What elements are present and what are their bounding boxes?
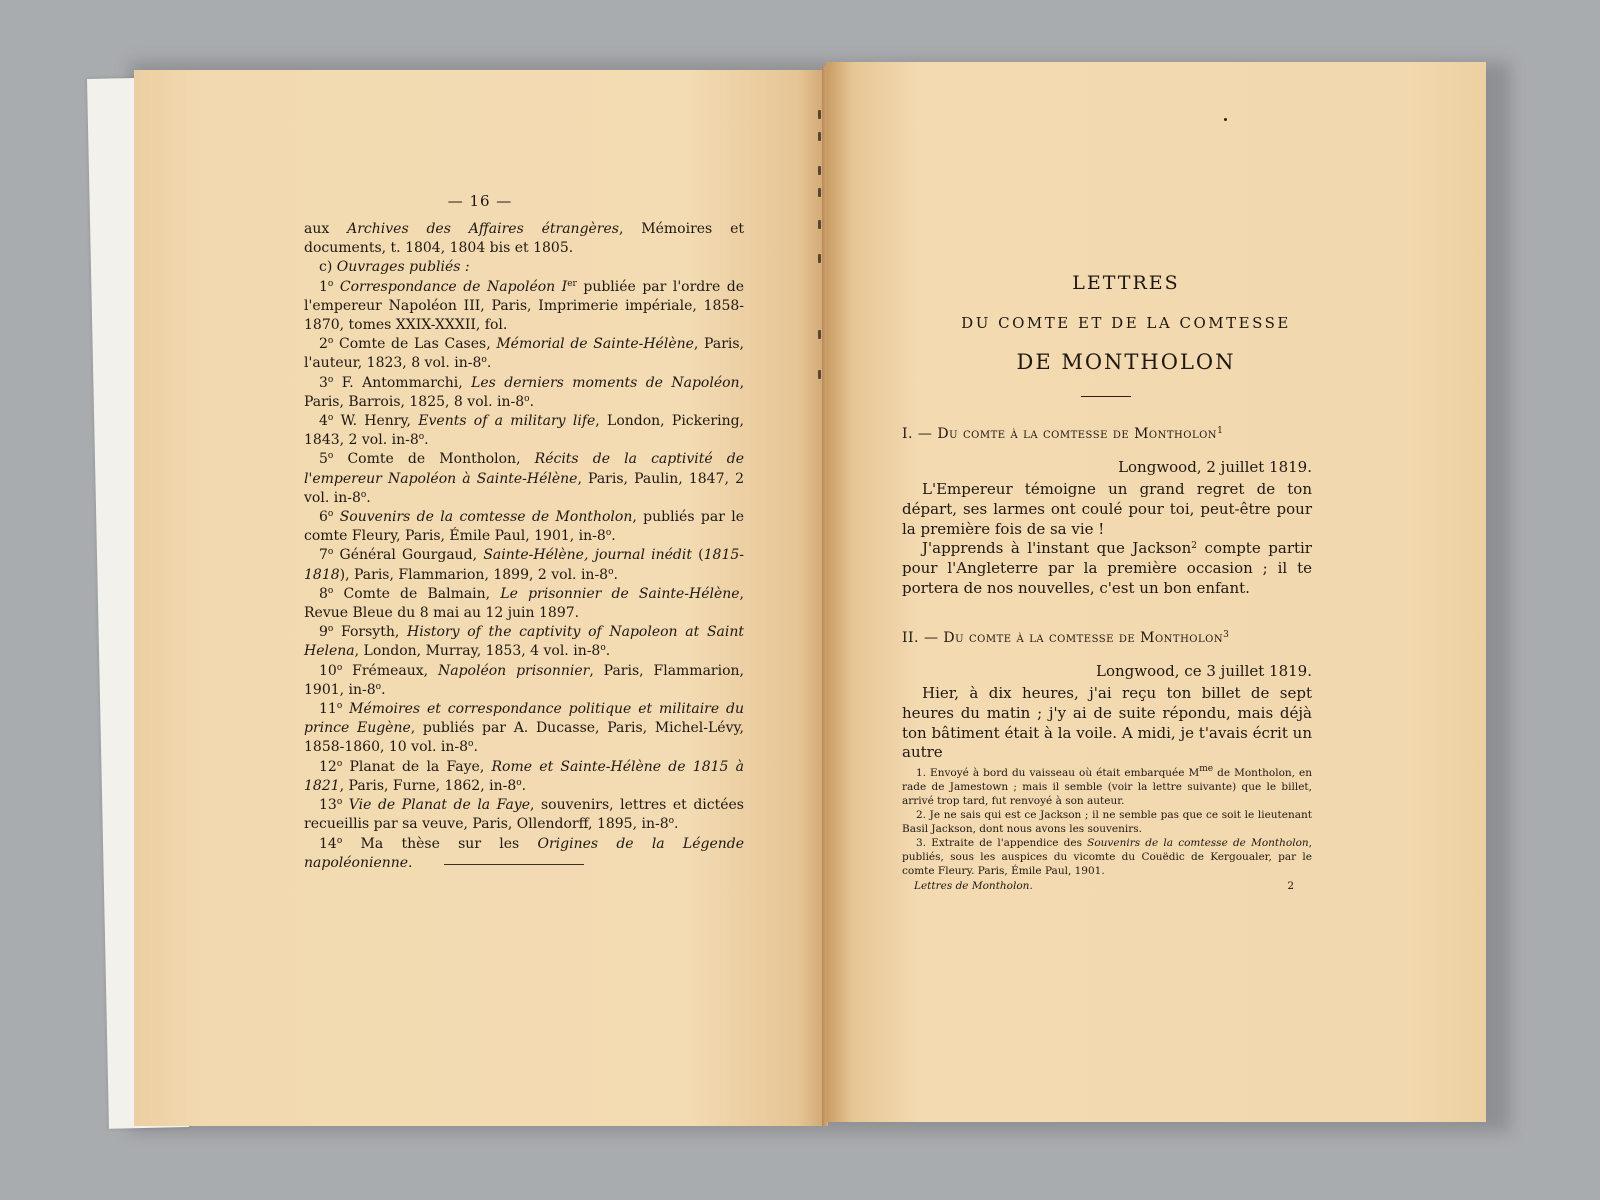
entry-text: 3 (319, 374, 328, 391)
paragraph-text: J'apprends à l'instant que Jackson (922, 539, 1192, 558)
bibliography-entry (304, 662, 744, 700)
footnote (902, 766, 1312, 808)
title-line-2: DU COMTE ET DE LA COMTESSE (961, 314, 1291, 332)
footnote (902, 808, 1312, 836)
speck-mark (1224, 118, 1227, 121)
entry-text: . (381, 681, 386, 698)
left-page (134, 70, 826, 1126)
bibliography-entry (304, 278, 744, 336)
bibliography-entry (304, 258, 744, 277)
entry-text: . (674, 816, 679, 833)
binding-stitch (818, 254, 821, 263)
superscript: o (327, 278, 334, 289)
bibliography-entry (304, 374, 744, 412)
letter-paragraph (902, 684, 1312, 763)
italic-title: Récits de la captivité de l'empereur Napoléon à Sainte-Hélène (304, 451, 744, 487)
footnote-ref: 3 (1223, 630, 1230, 640)
binding-stitch (818, 188, 821, 197)
entry-text: 4 (319, 413, 328, 430)
binding-stitch (818, 370, 821, 379)
right-page (826, 62, 1486, 1122)
superscript: o (327, 585, 334, 596)
bibliography-text (304, 220, 744, 873)
italic-title: Le prisonnier de Sainte-Hélène (500, 585, 740, 602)
entry-text: Planat de la Faye, (342, 758, 492, 775)
end-rule (444, 864, 584, 865)
entry-text: 9 (319, 624, 328, 641)
binding-stitch (818, 220, 821, 229)
superscript: o (605, 528, 612, 539)
italic-title: Souvenirs de la comtesse de Montholon (1087, 837, 1309, 849)
letter-paragraph (902, 539, 1312, 598)
superscript: o (336, 758, 343, 769)
entry-text: . (408, 854, 413, 871)
entry-text: , London, Murray, 1853, 4 vol. in-8 (354, 643, 601, 660)
entry-text: 6 (319, 509, 328, 526)
bibliography-entry (304, 220, 744, 258)
italic-title: Souvenirs de la comtesse de Montholon (339, 509, 633, 526)
letter-1-dateline: Longwood, 2 juillet 1819. (1118, 458, 1312, 476)
bibliography-entry (304, 546, 744, 584)
superscript: o (327, 624, 334, 635)
footnotes (902, 766, 1312, 878)
paragraph-text: L'Empereur témoigne un grand regret de ton départ, ses larmes ont coulé pour toi, peut-être pour la première fois de sa vie ! (902, 480, 1312, 538)
superscript: o (327, 413, 334, 424)
bibliography-entry (304, 758, 744, 796)
bibliography-entry (304, 623, 744, 661)
letter-2-body (902, 684, 1312, 763)
superscript: o (600, 643, 606, 654)
entry-text: Comte de Balmain, (333, 585, 501, 602)
entry-text: . (613, 566, 618, 583)
entry-text: W. Henry, (333, 413, 419, 430)
entry-text: Forsyth, (333, 624, 408, 641)
entry-text: , London, Pickering, 1843, 2 vol. in-8 (304, 413, 745, 449)
signature-number: 2 (1287, 880, 1294, 892)
superscript: er (567, 278, 577, 289)
entry-text: 1 (319, 278, 328, 295)
binding-stitch (818, 330, 821, 339)
entry-text: . (611, 528, 616, 545)
entry-text: aux (304, 221, 348, 237)
footnote-ref: 1 (1217, 426, 1224, 436)
italic-title: Mémorial de Sainte-Hélène (496, 336, 694, 353)
italic-title: Events of a military life (418, 413, 596, 430)
letter-paragraph (902, 480, 1312, 539)
entry-text: ), Paris, Flammarion, 1899, 2 vol. in-8 (339, 566, 609, 583)
bibliography-entry (304, 335, 744, 373)
entry-text: , Paris, Barrois, 1825, 8 vol. in-8 (304, 374, 745, 410)
entry-text: , Paris, Paulin, 1847, 2 vol. in-8 (304, 470, 744, 506)
superscript: o (327, 374, 334, 385)
entry-text: , publiés par A. Ducasse, Paris, Michel-Lévy, 1858-1860, 10 vol. in-8 (304, 720, 744, 756)
entry-text: , Paris, Flammarion, 1901, in-8 (304, 662, 744, 698)
superscript: 2 (1191, 541, 1197, 552)
superscript: o (608, 566, 614, 577)
bibliography-entry (304, 585, 744, 623)
superscript: o (360, 489, 367, 500)
entry-text: 12 (319, 758, 337, 775)
binding-stitch (818, 132, 821, 141)
superscript: o (336, 662, 343, 673)
title-line-3: DE MONTHOLON (1016, 350, 1236, 374)
entry-text: Comte de Las Cases, (333, 336, 497, 353)
superscript: o (336, 701, 343, 712)
footnote-text: 1. Envoyé à bord du vaisseau où était embarquée M (916, 767, 1200, 779)
superscript: o (668, 816, 675, 827)
letter-2-heading-text: Du comte à la comtesse de Montholon (943, 630, 1224, 646)
entry-text: , Paris, l'auteur, 1823, 8 vol. in-8 (304, 336, 744, 372)
paragraph-text: compte partir pour l'Angleterre par la première occasion ; il te portera de nos nouvelles, c'est un bon enfant. (902, 539, 1312, 597)
entry-text: 14 (319, 835, 337, 852)
italic-title: Rome et Sainte-Hélène de 1815 à 1821 (304, 758, 745, 794)
superscript: o (524, 393, 530, 404)
entry-text: 5 (319, 451, 328, 468)
entry-text: . (529, 393, 535, 410)
entry-text: , Revue Bleue du 8 mai au 12 juin 1897. (304, 585, 744, 622)
entry-text: c) (319, 259, 337, 276)
italic-title: Archives des Affaires étrangères (347, 221, 619, 237)
entry-text: . (521, 777, 527, 794)
italic-title: Origines de la Légende napoléonienne (304, 835, 745, 871)
italic-title: Correspondance de Napoléon I (339, 278, 568, 295)
page-number: — 16 — (447, 192, 513, 210)
signature-title: Lettres de Montholon. (914, 880, 1033, 892)
entry-text: 11 (319, 701, 337, 718)
superscript: o (336, 835, 343, 846)
bibliography-entry (304, 450, 744, 508)
entry-text: , Mémoires et documents, t. 1804, 1804 bis et 1805. (304, 221, 744, 257)
entry-text: 7 (319, 547, 328, 564)
superscript: o (516, 777, 522, 788)
bibliography-entry (304, 700, 744, 758)
entry-text: . (366, 489, 371, 506)
entry-text: 8 (319, 585, 328, 602)
footnote (902, 836, 1312, 878)
bibliography-entry (304, 796, 744, 834)
superscript: me (1199, 764, 1214, 774)
letter-1-body (902, 480, 1312, 599)
paragraph-text: Hier, à dix heures, j'ai reçu ton billet de sept heures du matin ; j'y ai de suite répondu, mais déjà ton bâtiment était à la voile. A midi, je t'avais écrit un autre (902, 684, 1312, 762)
entry-text: . (605, 643, 611, 660)
entry-text: , souvenirs, lettres et dictées recueillis par sa veuve, Paris, Ollendorff, 1895, in-8 (304, 797, 744, 833)
binding-stitch (818, 166, 821, 175)
signature-line (914, 880, 1294, 892)
entry-text: ( (691, 547, 704, 564)
superscript: o (327, 509, 334, 520)
superscript: o (327, 336, 334, 347)
entry-text: Général Gourgaud, (333, 547, 484, 564)
letter-1-heading-text: Du comte à la comtesse de Montholon (937, 426, 1218, 442)
footnote-text: de Montholon, en rade de Jamestown ; mais il semble (voir la lettre suivante) que le billet, arrivé trop tard, fut renvoyé à son auteur. (902, 767, 1312, 807)
title-line-1: LETTRES (1072, 272, 1180, 294)
superscript: o (375, 681, 382, 692)
bibliography-entry (304, 508, 744, 546)
italic-title: Les derniers moments de Napoléon (471, 374, 740, 391)
italic-title: Ouvrages publiés : (336, 259, 470, 276)
superscript: o (468, 739, 474, 750)
entry-text: F. Antommarchi, (333, 374, 472, 391)
superscript: o (327, 547, 334, 558)
footnote-text: 3. Extraite de l'appendice des (916, 837, 1088, 849)
superscript: o (336, 797, 343, 808)
title-rule (1081, 396, 1131, 397)
letter-2-heading (902, 630, 1322, 646)
entry-text: . (473, 739, 478, 756)
superscript: o (481, 355, 487, 366)
italic-title: Mémoires et correspondance politique et militaire du prince Eugène (304, 701, 745, 737)
italic-title: History of the captivity of Napoleon at Saint Helena (304, 624, 745, 660)
entry-text: Frémeaux, (342, 662, 438, 679)
letter-2-number: II. — (902, 630, 939, 646)
italic-title: 1815-1818 (304, 547, 744, 583)
italic-title: Vie de Planat de la Faye (348, 797, 530, 814)
superscript: o (327, 451, 334, 462)
bibliography-entry (304, 835, 744, 873)
footnote-text: , publiés, sous les auspices du vicomte du Couëdic de Kergoualer, par le comte Fleury. Paris, Émile Paul, 1901. (902, 837, 1312, 877)
italic-title: Sainte-Hélène, journal inédit (483, 547, 692, 564)
letter-2-dateline: Longwood, ce 3 juillet 1819. (1096, 662, 1312, 680)
entry-text: Ma thèse sur les (342, 835, 538, 852)
entry-text: , Paris, Furne, 1862, in-8 (339, 777, 517, 794)
bibliography-entry (304, 412, 744, 450)
letter-1-number: I. — (902, 426, 933, 442)
superscript: o (418, 432, 425, 443)
letter-1-heading (902, 426, 1322, 442)
entry-text: , publiés par le comte Fleury, Paris, Émile Paul, 1901, in-8 (304, 509, 745, 545)
italic-title: Napoléon prisonnier (438, 662, 590, 679)
footnote-text: 2. Je ne sais qui est ce Jackson ; il ne semble pas que ce soit le lieutenant Basil Jackson, dont nous avons les souvenirs. (902, 809, 1312, 835)
entry-text: 13 (319, 797, 337, 814)
entry-text: 2 (319, 336, 328, 353)
entry-text: Comte de Montholon, (333, 451, 535, 468)
entry-text: . (486, 355, 492, 372)
entry-text: . (424, 432, 429, 449)
entry-text: 10 (319, 662, 337, 679)
entry-text: publiée par l'ordre de l'empereur Napoléon III, Paris, Imprimerie impériale, 1858-1870, tomes XXIX-XXXII, fol. (304, 278, 744, 334)
binding-stitch (818, 110, 821, 119)
